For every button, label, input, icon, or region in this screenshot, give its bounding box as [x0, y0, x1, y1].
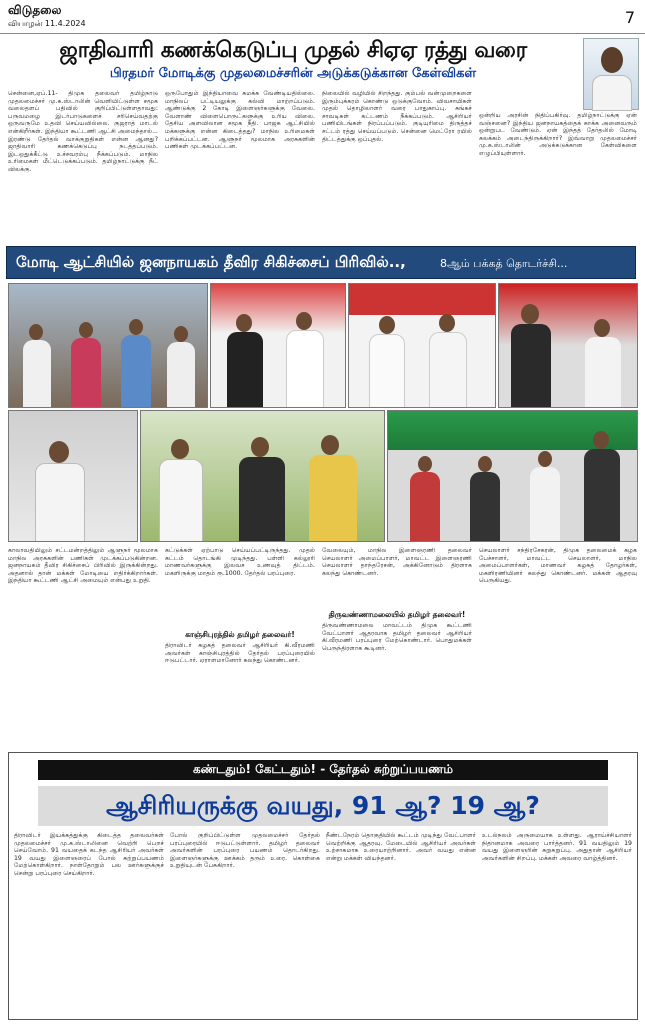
- subhead-tiruvannamalai: திருவண்ணாமலையில் தமிழர் தலைவர்!: [328, 610, 466, 619]
- story1-column-2: ஒருபோதும் இந்தியாவை சுமக்க வேண்டியதில்லை. மாநிலப் பட்டியலுக்கு கல்வி மாற்றப்படும். ஆண்டுக்கு 2 கோடி இளைஞர்களுக்கு வேலை. வேளாண் விளைபொருட்களுக்கு உரிய விலை. தேசிய அளவிலான சமூக நீதி. பாஜக ஆட்சியில் மக்களுக்கு என்ன கிடைத்தது? மாநில உரிமைகள் பறிக்கப்பட்டன. ஆளுநர் மூலமாக அரசுகளின் பணிகள் முடக்கப்பட்டன.: [165, 90, 315, 151]
- feature-headline: ஆசிரியருக்கு வயது, 91 ஆ? 19 ஆ?: [38, 786, 608, 826]
- story1-column-3: நிலையில் வழியில் சிறந்தது. கும்பல் வன்முறைகளை இரும்புக்கரம் கொண்டு ஒடுக்குவோம். விவசாயிகள் முதல் தொழிலாளர் வரை பாதுகாப்பு. சுங்கச் சாவடிகள் கட்டணம் நீக்கப்படும். ஆசிரியர் பணியிடங்கள் நிரப்பப்படும். குடியுரிமை திருத்தச் சட்டம் ரத்து செய்யப்படும். சென்னை மெட்ரோ ரயில் திட்டத்துக்கு ஒப்புதல்.: [322, 90, 472, 143]
- continuation-note: 8ஆம் பக்கத் தொடர்ச்சி...: [440, 257, 568, 270]
- subhead-kanchipuram: காஞ்சிபுரத்தில் தமிழர் தலைவர்!: [185, 630, 295, 639]
- story1-cont-column-3b: திருவண்ணாமலை மாவட்டம் திமுக கூட்டணி வேட்பாளர் ஆதரவாக தமிழர் தலைவர் ஆசிரியர் கி.வீரமணி பரப்புரை மேற்கொண்டார். பொதுமக்கள் பெருந்திரளாக கூடினர்.: [322, 622, 472, 652]
- feature-column-1: திராவிடர் இயக்கத்துக்கு கிடைத்த தலைவர்கள் முதலமைச்சர் மு.க.ஸ்டாலினை வெற்றி பெறச் செய்வோம். 91 வயதைக் கடந்த ஆசிரியர் அவர்கள் 19 வயது இளைஞரைப் போல் சுற்றுப்பயணம் மேற்கொள்கிறார். நாள்தோறும் பல ஊர்களுக்குச் சென்று பரப்புரை செய்கிறார்.: [14, 832, 164, 877]
- shawl-presentation-photo: [140, 410, 385, 542]
- feature-column-3: நீண்டநேரம் தொகுதியில் கூட்டம் முடிந்து வேட்பாளர் வெற்றிக்கு ஆதரவு. மேடையில் ஆசிரியர் அவர்கள் உற்சாகமாக உரையாற்றினார். அவர் வயது என்ன என்று மக்கள் வியந்தனர்.: [326, 832, 476, 862]
- page-number: 7: [624, 8, 635, 27]
- story1-cont-column-3: வேலையும், மாநில இளைஞரணி தலைவர் செயலாளர் அமைப்பாளர், மாவட்ட இளைஞரணி செயலாளர் தாந்தரேசன், அக்கினோடும் திரளாக கலந்து கொண்டனர்.: [322, 547, 472, 577]
- sub-headline: பிரதமர் மோடிக்கு முதலமைச்சரின் அடுக்கடுக்கான கேள்விகள்: [109, 66, 477, 81]
- story1-cont-column-1: காலாவதியிலும் சட்டமன்றத்திலும் ஆளுநர் மூலமாக மாநில அரசுகளின் பணிகள் முடக்கப்படுகின்றன. ஜனநாயகம் தீவிர சிகிச்சைப் பிரிவில் இருக்கின்றது. அதனால் தான் மக்கள் மோடியை எதிர்க்கிறார்கள். இந்தியா கூட்டணி ஆட்சி அமையும் என்பது உறுதி.: [8, 547, 158, 585]
- chief-minister-portrait: [583, 38, 639, 110]
- stage-group-photo: [387, 410, 638, 542]
- story1-cont-column-2: கட்டுக்கள் ஏற்பாடு செய்யப்பட்டிருந்தது. முதல் கட்டம் தொடங்கி முடிந்தது. பள்ளி கல்லூரி மாணவர்களுக்கு இலவச உணவுத் திட்டம். மகளிருக்கு மாதம் ரூ.1000. தேர்தல் பரப்புரை.: [165, 547, 315, 577]
- story1-column-4: ஒன்றிய அரசின் நிதிப்பகிர்வு. தமிழ்நாட்டுக்கு ஏன் வஞ்சனை? இந்திய ஜனநாயகத்தைக் காக்க அனைவரும் ஒன்றுபட வேண்டும். ஏன் இந்தத் தேர்தலில் மோடி கலக்கம் அடைந்திருக்கிறார்? இவ்வாறு முதலமைச்சர் மு.க.ஸ்டாலின் அடுக்கடுக்கான கேள்விகளை எழுப்பியுள்ளார்.: [479, 112, 637, 157]
- main-headline: ஜாதிவாரி கணக்கெடுப்பு முதல் சிஏஏ ரத்து வரை: [59, 38, 527, 63]
- issue-date: வியாழன் 11.4.2024: [8, 19, 86, 28]
- story1-column-1: சென்னை,ஏப்.11- திமுக தலைவர் தமிழ்நாடு முதலமைச்சர் மு.க.ஸ்டாலின் வெளியிட்டுள்ள சமூக வலைதளப் பதிவில் குறிப்பிட்டுள்ளதாவது: பருவமழை இடர்பாடுகளைச் சரிசெய்வதற்கு ஒருவருமே உதவி செய்யவில்லை. குஜராத் மாடல் என்கிறீர்கள். இந்தியா கூட்டணி ஆட்சி அமைந்தால்... இரண்டு தேர்தல் வாக்குறுதிகள் என்ன ஆனது? ஜாதிவாரி கணக்கெடுப்பு நடத்தப்படும். இடஒதுக்கீட்டு உச்சவரம்பு நீக்கப்படும். மாநில உரிமைகள் மீட்டெடுக்கப்படும். தமிழ்நாட்டுக்கு நீட் விலக்கு.: [8, 90, 158, 173]
- story1-cont-column-4: செயலாளர் சந்திரசேகரன், திமுக தலைமைக் கழக பேச்சாளர், மாவட்ட செயலாளர், மாநில அமைப்பாளர்கள், மாணவர் கழகத் தோழர்கள், மகளிரணியினர் கலந்து கொண்டனர். மக்கள் ஆதரவு பெருகியது.: [479, 547, 637, 585]
- shawl-honour-photo-1: [210, 283, 346, 408]
- story1-cont-column-2b: திராவிடர் கழகத் தலைவர் ஆசிரியர் கி.வீரமணி அவர்கள் காஞ்சிபுரத்தில் தேர்தல் பரப்புரையில் ஈடுபட்டார். ஏராளமானோர் கலந்து கொண்டனர்.: [165, 642, 315, 665]
- feature-strip-title: கண்டதும்! கேட்டதும்! - தேர்தல் சுற்றுப்பயணம்: [192, 762, 454, 776]
- masthead: [0, 0, 645, 34]
- feature-column-4: உடல்நலம் அருமையாக உள்ளது. ஆராய்ச்சியாளர் நிதானமாக அவரை பார்த்தனர். 91 வயதிலும் 19 வயது இளைஞரின் சுறுசுறுப்பு. அதுதான் ஆசிரியர் அவர்களின் சிறப்பு. மக்கள் அவரை வாழ்த்தினர்.: [482, 832, 632, 862]
- feature-column-2: போல் குறிப்பிட்டுள்ள முதலமைச்சர் தேர்தல் பரப்புரையில் ஈடுபட்டுள்ளார். தமிழர் தலைவர் அவர்களின் பரப்புரை பயணம் தொடர்கிறது. இளைஞர்களுக்கு ஊக்கம் தரும் உரை. கொள்கை உறுதியுடன் பேசுகிறார்.: [170, 832, 320, 870]
- leaders-stage-photo: [498, 283, 638, 408]
- shawl-honour-photo-2: [348, 283, 496, 408]
- greeting-photo: [8, 410, 138, 542]
- newspaper-name: விடுதலை: [8, 3, 62, 17]
- campaign-crowd-photo: [8, 283, 208, 408]
- banner-title: மோடி ஆட்சியில் ஜனநாயகம் தீவிர சிகிச்சைப் பிரிவில்..,: [16, 253, 406, 271]
